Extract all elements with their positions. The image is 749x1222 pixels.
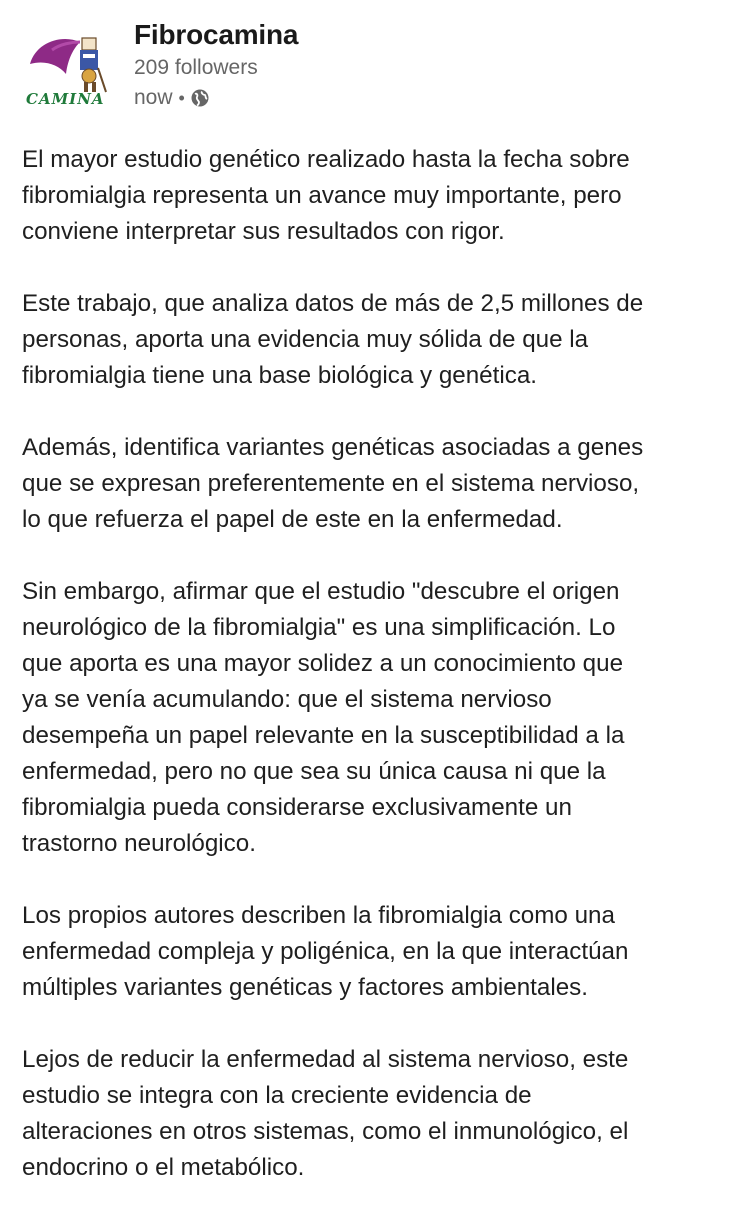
- author-name[interactable]: Fibrocamina: [134, 19, 299, 50]
- post-paragraph-5: Los propios autores describen la fibromialgia como una enfermedad compleja y poligénica, en la que interactúan múltiples variantes genéticas y factores ambientales.: [22, 902, 629, 1001]
- fibrocamina-logo-icon: [22, 24, 120, 110]
- follower-count: 209 followers: [134, 56, 258, 79]
- post-paragraph-3: Además, identifica variantes genéticas asociadas a genes que se expresan preferentemente en el sistema nervioso, lo que refuerza el papel de este en la enfermedad.: [22, 434, 644, 533]
- author-block: [134, 18, 298, 113]
- avatar-wordmark: CAMINA: [26, 90, 105, 108]
- author-avatar[interactable]: [22, 24, 120, 110]
- post-body: [22, 142, 734, 1222]
- post-meta: [134, 83, 298, 113]
- meta-separator: •: [178, 88, 185, 108]
- post-header: [22, 14, 722, 124]
- post-paragraph-1: El mayor estudio genético realizado hasta la fecha sobre fibromialgia representa un avance muy importante, pero conviene interpretar sus resultados con rigor.: [22, 146, 630, 245]
- globe-icon: [190, 88, 210, 108]
- post-paragraph-6: Lejos de reducir la enfermedad al sistema nervioso, este estudio se integra con la creciente evidencia de alteraciones en otros sistemas, como el inmunológico, el endocrino o el metabólico.: [22, 1046, 629, 1181]
- post-paragraph-4: Sin embargo, afirmar que el estudio "descubre el origen neurológico de la fibromialgia" es una simplificación. Lo que aporta es una mayor solidez a un conocimiento que ya se venía acumulando: que el sistema nervioso desempeña un papel relevante en la susceptibilidad a la enfermedad, pero no que sea su única causa ni que la fibromialgia pueda considerarse exclusivamente un trastorno neurológico.: [22, 578, 625, 857]
- post-paragraph-2: Este trabajo, que analiza datos de más de 2,5 millones de personas, aporta una evidencia muy sólida de que la fibromialgia tiene una base biológica y genética.: [22, 290, 644, 389]
- post-timestamp: now: [134, 86, 173, 109]
